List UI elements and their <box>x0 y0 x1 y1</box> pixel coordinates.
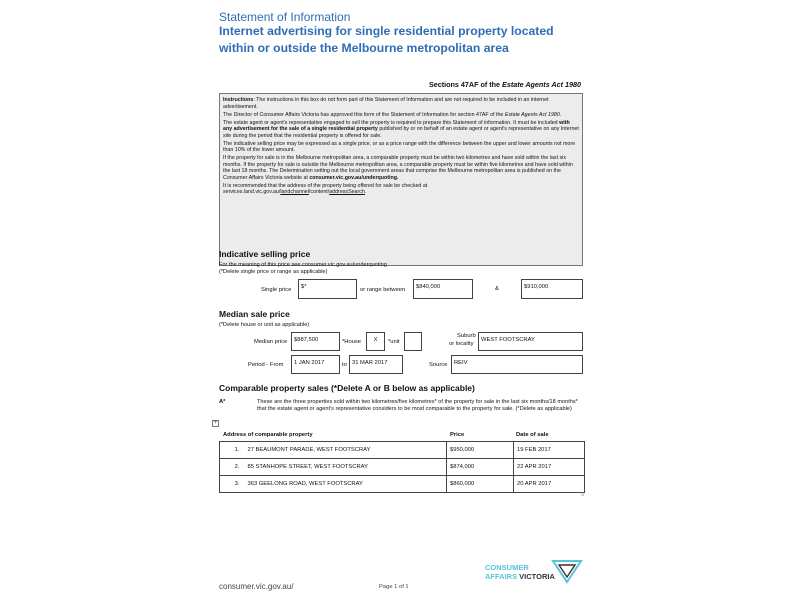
period-from-label: Period - From <box>248 362 284 368</box>
comparable-sales-table <box>219 441 585 493</box>
table-row <box>220 442 585 459</box>
range-low-field[interactable]: $840,000 <box>413 279 473 299</box>
suburb-label: Suburb <box>457 333 476 339</box>
row-date[interactable]: 22 APR 2017 <box>514 459 585 476</box>
instructions-p2: The Director of Consumer Affairs Victoria has approved this form of the Statement of Information for section 47AF of the Estate Agents Act 1980. <box>223 111 562 118</box>
row-number: 1. <box>220 442 245 459</box>
source-field[interactable]: REIV <box>451 355 583 374</box>
row-address[interactable]: 85 STANHOPE STREET, WEST FOOTSCRAY <box>245 459 447 476</box>
period-to-field[interactable]: 31 MAR 2017 <box>349 355 403 374</box>
median-heading: Median sale price <box>219 309 290 319</box>
column-header-date: Date of sale <box>516 432 549 438</box>
table-row <box>220 459 585 476</box>
logo-line-1: CONSUMER <box>485 563 529 572</box>
row-number: 2. <box>220 459 245 476</box>
house-label: *House <box>342 339 362 345</box>
median-price-field[interactable]: $887,500 <box>291 332 340 351</box>
act-reference: Sections 47AF of the Estate Agents Act 1980 <box>428 80 581 89</box>
instructions-p3: The estate agent or agent's representative engaged to sell the property is required to prepare this Statement of information. It must be included with any advertisement for the sale of a single residential property published by or on behalf of an estate agent or agent's representative on any Internet site during the period that the residential property is offered for sale. <box>223 119 579 139</box>
option-a-label: A* <box>219 399 226 405</box>
logo-line-2: AFFAIRS VICTORIA <box>485 572 555 581</box>
suburb-field[interactable]: WEST FOOTSCRAY <box>478 332 583 351</box>
row-date[interactable]: 19 FEB 2017 <box>514 442 585 459</box>
instructions-p5: If the property for sale is in the Melbourne metropolitan area, a comparable property must be within two kilometres and have sold within the last six months. If the property for sale is outside the Melbourne metropolitan area, a comparable property must be within five kilometres and have sold within the last 18 months. The Determination setting out the local government areas that comprise the Melbourne metropolitan area is published on the Consumer Affairs Victoria website at consumer.vic.gov.au/underquoting. <box>223 155 573 181</box>
house-checkbox[interactable]: X <box>366 332 385 351</box>
row-address[interactable]: 27 BEAUMONT PARADE, WEST FOOTSCRAY <box>245 442 447 459</box>
range-label: or range between <box>360 287 406 293</box>
row-date[interactable]: 20 APR 2017 <box>514 476 585 493</box>
period-from-field[interactable]: 1 JAN 2017 <box>291 355 340 374</box>
instructions-p1: Instructions: The instructions in this box do not form part of this Statement of Information and are not required to be included in an internet advertisement. <box>223 97 549 110</box>
suburb-label-2: or locality <box>449 341 474 347</box>
form-supertitle: Statement of Information <box>219 10 351 24</box>
page-number: Page 1 of 1 <box>379 584 409 590</box>
period-to-label: to <box>342 362 347 368</box>
row-price[interactable]: $860,000 <box>447 476 514 493</box>
row-number: 3. <box>220 476 245 493</box>
footer-url[interactable]: consumer.vic.gov.au/ <box>219 582 294 591</box>
single-price-field[interactable]: $* <box>298 279 357 299</box>
range-ampersand: & <box>495 286 499 292</box>
indicative-note-1: For the meaning of this price see consumer.vic.gov.au/underquoting <box>219 262 387 268</box>
instructions-p4: The indicative selling price may be expressed as a single price, or as a price range with the difference between the upper and lower amounts not more than 10% of the lower amount. <box>223 140 576 153</box>
unit-label: *unit <box>388 339 400 345</box>
unit-checkbox[interactable] <box>404 332 422 351</box>
indicative-heading: Indicative selling price <box>219 249 311 259</box>
consumer-affairs-victoria-logo <box>481 558 585 588</box>
range-high-field[interactable]: $910,000 <box>521 279 583 299</box>
median-note: (*Delete house or unit as applicable) <box>219 322 310 328</box>
statement-page <box>213 0 585 600</box>
option-a-text: These are the three properties sold within two kilometres/five kilometres* of the property for sale in the last six months/18 months* that the estate agent or agent's representative considers to be most comparable to the property for sale. (*Delete as applicable) <box>257 399 578 413</box>
column-header-price: Price <box>450 432 465 438</box>
expand-plus-icon[interactable]: + <box>213 420 218 426</box>
row-price[interactable]: $950,000 <box>447 442 514 459</box>
column-header-address: Address of comparable property <box>223 432 313 438</box>
median-price-label: Median price <box>254 339 288 345</box>
row-price[interactable]: $874,000 <box>447 459 514 476</box>
row-address[interactable]: 363 GEELONG ROAD, WEST FOOTSCRAY <box>245 476 447 493</box>
logo-triangle-icon <box>549 558 585 584</box>
source-label: Source <box>429 362 448 368</box>
single-price-label: Single price <box>261 287 292 293</box>
instructions-box <box>219 93 583 266</box>
indicative-note-2: (*Delete single price or range as applicable) <box>219 269 328 275</box>
instructions-p6: It is recommended that the address of the property being offered for sale be checked at services.land.vic.gov.au/landchannel/content/addressSearch. <box>223 182 428 195</box>
table-row <box>220 476 585 493</box>
form-title: Internet advertising for single residential property located within or outside the Melbourne metropolitan area <box>219 24 554 55</box>
end-of-cell-marker: ¤ <box>581 492 585 498</box>
comparable-heading: Comparable property sales (*Delete A or B below as applicable) <box>219 383 475 393</box>
